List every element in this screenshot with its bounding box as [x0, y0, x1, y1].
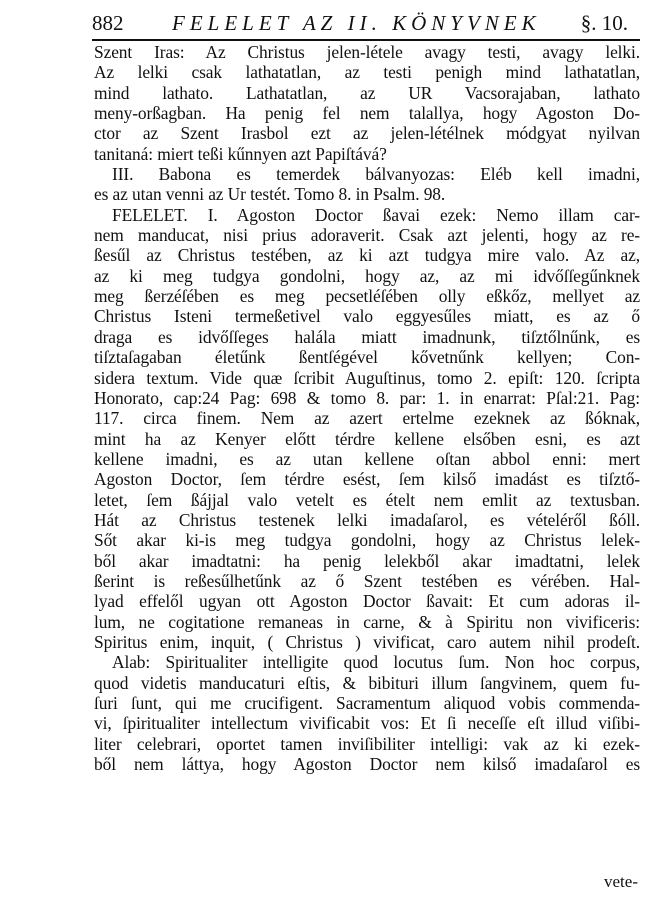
running-title: FELELET AZ II. KÖNYVNEK: [172, 11, 541, 35]
text-line: Agoston Doctor, ſem térdre esést, ſem kilső imadást es tiſztő-: [94, 469, 640, 490]
text-line: kellene imadni, es az utan kellene oſtan abbol enni: mert: [94, 448, 640, 469]
text-line: Sőt akar ki-is meg tudgya gondolni, hogy az Christus lelek-: [94, 530, 640, 551]
text-line: III. Babona es temerdek bálvanyozas: Eléb kell imadni,: [112, 164, 640, 185]
running-header: [92, 8, 640, 38]
text-line: ből nem láttya, hogy Agoston Doctor nem kilső imadaſarol es: [94, 754, 640, 775]
text-line: meny-orßagban. Ha penig fel nem talallya, hogy Agoston Do-: [94, 103, 640, 124]
text-line: sidera textum. Vide quæ ſcribit Auguſtinus, tomo 2. epiſt: 120. ſcripta: [94, 367, 640, 388]
text-line: Hát az Christus testenek lelki imadaſarol, es vételéről ßóll.: [94, 509, 640, 530]
text-line: Spiritus enim, inquit, ( Christus ) vivificat, caro autem nihil prodeſt.: [94, 631, 640, 652]
text-line: draga es idvőſſeges halála miatt imadnunk, tiſztőlnűnk, es: [94, 326, 640, 347]
text-line: Szent Iras: Az Christus jelen-létele avagy testi, avagy lelki.: [94, 42, 640, 62]
text-line: mint ha az Kenyer előtt térdre kellene elsőben esni, es azt: [94, 428, 640, 449]
text-line: lum, ne cogitatione remaneas in carne, & à Spiritu non vivificeris:: [94, 611, 640, 632]
text-line: 117. circa finem. Nem az azert ertelme ezeknek az ßóknak,: [94, 408, 640, 429]
catchword: vete-: [604, 872, 638, 891]
text-line: FELELET. I. Agoston Doctor ßavai ezek: Nemo illam car-: [112, 204, 640, 225]
text-line: ßesűl az Christus testében, az ki azt tudgya mire valo. Az az,: [94, 245, 640, 266]
text-line: lyad effelől ugyan ott Agoston Doctor ßavait: Et cum adoras il-: [94, 591, 640, 612]
text-line: tiſztaſagaban életűnk ßentſégével kővetnűnk kellyen; Con-: [94, 347, 640, 368]
text-line: Honorato, cap:24 Pag: 698 & tomo 8. par: 1. in enarrat: Pſal:21. Pag:: [94, 387, 640, 408]
text-line: liter celebrari, oportet tamen inviſibiliter intelligi: vak az ki ezek-: [94, 733, 640, 754]
text-line: meg ßerzéſében es meg pecsetléſében olly eßkőz, mellyet az: [94, 286, 640, 307]
text-line: mind lathato. Lathatatlan, az UR Vacsorajaban, lathato: [94, 82, 640, 103]
text-line: ßerint is reßesűlhetűnk az ő Szent testében es vérében. Hal-: [94, 570, 640, 591]
text-line: Az lelki csak lathatatlan, az testi penigh mind lathatatlan,: [94, 62, 640, 83]
text-line: letet, ſem ßájjal valo vetelt es ételt nem emlit az textusban.: [94, 489, 640, 510]
text-line: es az utan venni az Ur testét. Tomo 8. in Psalm. 98.: [94, 184, 446, 205]
text-line: az ki meg tudgya gondolni, hogy az, az mi idvőſſegűnknek: [94, 265, 640, 286]
text-line: tanitaná: miert teßi kűnnyen azt Papiſtává?: [94, 143, 387, 164]
section-mark: §. 10.: [580, 11, 628, 35]
header-rule: [92, 39, 640, 41]
text-line: quod videtis manducaturi eſtis, & bibituri illum ſangvinem, quem fu-: [94, 672, 640, 693]
text-line: vi, ſpiritualiter intellectum vivificabit vos: Et ſi neceſſe eſt illud viſibi-: [94, 713, 640, 734]
text-line: ből akar imadtatni: ha penig lelekből akar imadtatni, lelek: [94, 550, 640, 571]
text-line: ctor az Szent Irasbol ezt az jelen-létélnek módgyat nyilvan: [94, 123, 640, 144]
page-number: 882: [92, 11, 124, 35]
body-text: [94, 42, 640, 774]
text-line: nem manducat, nisi prius adoraverit. Csak azt jelenti, hogy az re-: [94, 225, 640, 246]
text-line: ſuri ſunt, qui me crucifigent. Sacramentum aliquod vobis commenda-: [94, 693, 640, 713]
text-line: Christus Isteni termeßetivel valo eggyesűles miatt, es az ő: [94, 306, 640, 327]
text-line: Alab: Spiritualiter intelligite quod locutus ſum. Non hoc corpus,: [112, 652, 640, 673]
